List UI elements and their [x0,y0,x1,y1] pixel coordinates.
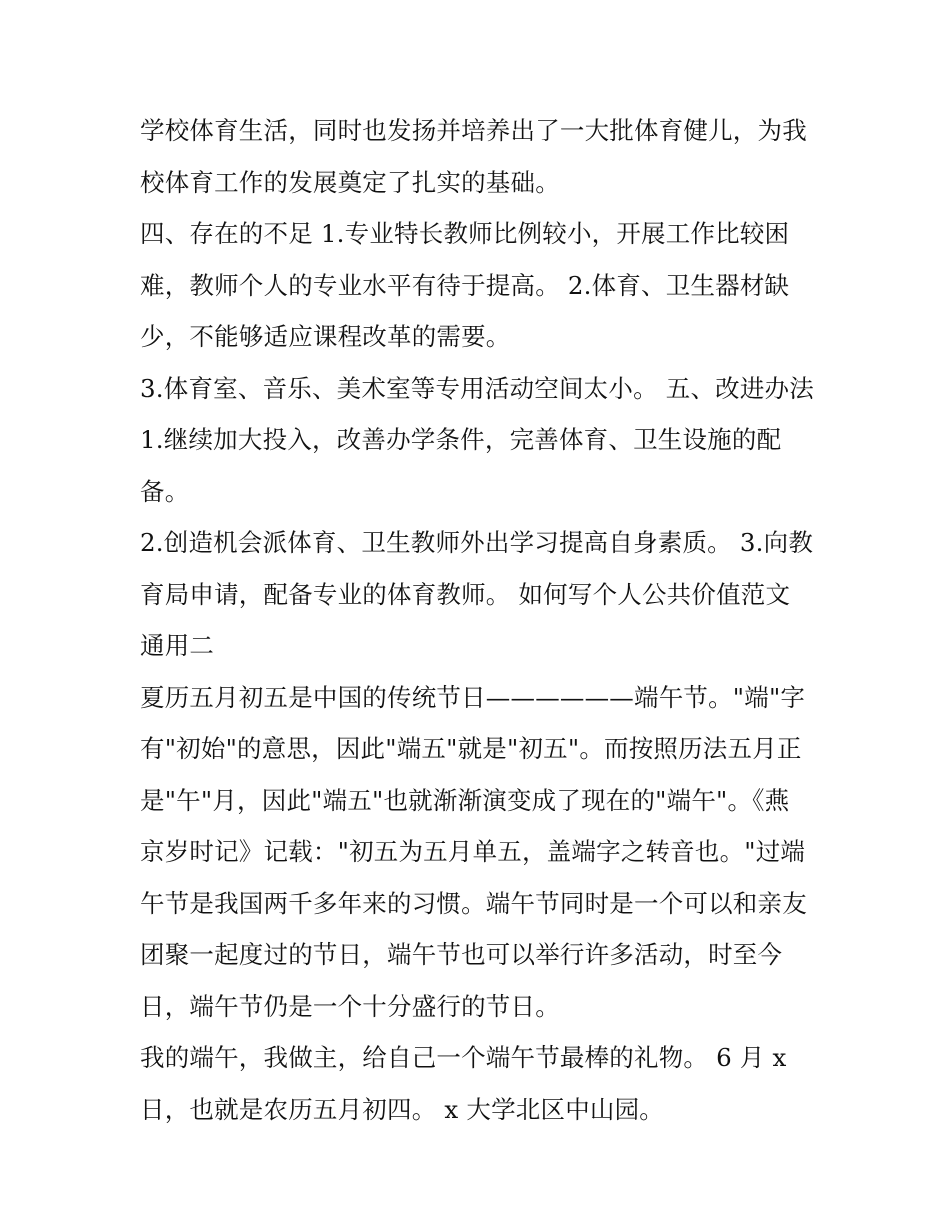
text-line: 少，不能够适应课程改革的需要。 [140,322,511,351]
section-heading-line: 通用二 [140,631,215,660]
text-line: 夏历五月初五是中国的传统节日——————端午节。"端"字 [140,682,806,712]
text-line: 日，也就是农历五月初四。 x 大学北区中山园。 [140,1094,664,1124]
text-line: 京岁时记》记载："初五为五月单五，盖端字之转音也。"过端 [140,837,806,866]
text-line: 学校体育生活，同时也发扬并培养出了一大批体育健儿，为我 [140,116,807,145]
text-line: 校体育工作的发展奠定了扎实的基础。 [140,167,560,197]
text-line: 日，端午节仍是一个十分盛行的节日。 [140,991,560,1021]
text-line: 1.继续加大投入，改善办学条件，完善体育、卫生设施的配 [140,425,782,454]
text-line: 午节是我国两千多年来的习惯。端午节同时是一个可以和亲友 [140,888,807,918]
text-line: 有"初始"的意思，因此"端五"就是"初五"。而按照历法五月正 [140,734,802,763]
text-line: 2.创造机会派体育、卫生教师外出学习提高自身素质。 3.向教 [140,528,814,557]
text-line: 3.体育室、音乐、美术室等专用活动空间太小。 五、改进办法 [140,373,814,403]
text-line: 育局申请，配备专业的体育教师。 如何写个人公共价值范文 [140,579,791,609]
text-line: 团聚一起度过的节日，端午节也可以举行许多活动，时至今 [140,940,783,969]
document-body [140,105,820,1135]
text-line: 备。 [140,476,190,506]
text-line: 四、存在的不足 1.专业特长教师比例较小，开展工作比较困 [140,219,790,248]
text-line: 我的端午，我做主，给自己一个端午节最棒的礼物。 6 月 x [140,1043,787,1072]
text-line: 是"午"月，因此"端五"也就渐渐演变成了现在的"端午"。《燕 [140,785,790,815]
text-line: 难，教师个人的专业水平有待于提高。 2.体育、卫生器材缺 [140,270,790,300]
